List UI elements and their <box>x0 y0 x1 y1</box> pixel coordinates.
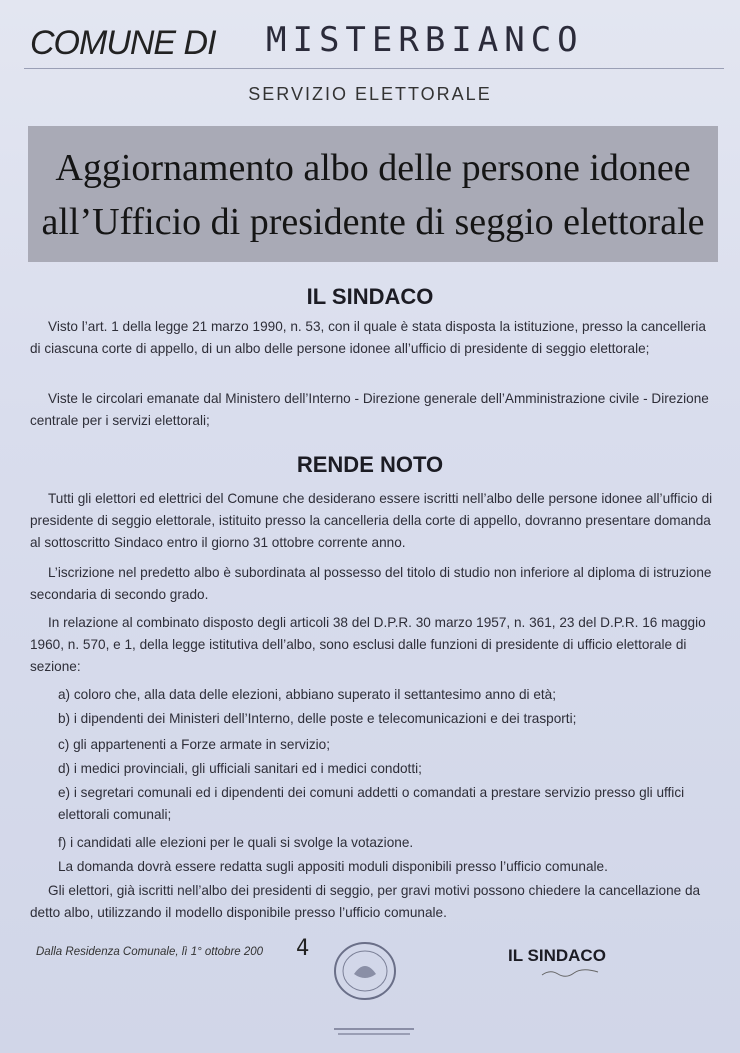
comune-header <box>24 14 724 66</box>
body-paragraph-3: In relazione al combinato disposto degli articoli 38 del D.P.R. 30 marzo 1957, n. 361, 23 del D.P.R. 16 maggio 1960, n. 570, e 1, della legge istitutiva dell’albo, sono esclusi dalle funzioni di presidente di ufficio elettorale di sezione: <box>30 615 706 674</box>
printer-imprint <box>330 1025 420 1039</box>
signature-scribble <box>540 968 600 978</box>
exclusion-item: f) i candidati alle elezioni per le quali si svolge la votazione. <box>58 835 414 850</box>
exclusion-item: d) i medici provinciali, gli ufficiali sanitari ed i medici condotti; <box>58 761 422 776</box>
exclusion-item: e) i segretari comunali ed i dipendenti dei comuni addetti o comandati a prestare servizio presso gli uffici elettorali comunali; <box>58 785 685 822</box>
sindaco-heading: IL SINDACO <box>306 284 434 309</box>
exclusion-item: c) gli appartenenti a Forze armate in servizio; <box>58 737 330 752</box>
residence-date: Dalla Residenza Comunale, lì 1° ottobre 200 <box>36 946 264 958</box>
closing-paragraph-2: Gli elettori, già iscritti nell’albo dei presidenti di seggio, per gravi motivi possono chiedere la cancellazione da detto albo, utilizzando il modello disponibile presso l’ufficio comunale. <box>30 883 701 920</box>
comune-label: COMUNE DI <box>30 24 216 62</box>
body-paragraph-1: Tutti gli elettori ed elettrici del Comune che desiderano essere iscritti nell’albo delle persone idonee all’ufficio di presidente di seggio elettorale, istituito presso la cancelleria della corte di appello, dovranno presentare domanda al sottoscritto Sindaco entro il giorno 31 ottobre corrente anno. <box>30 491 713 550</box>
rende-noto-heading: RENDE NOTO <box>296 452 444 477</box>
header-rule <box>24 68 724 69</box>
title-line-1: Aggiornamento albo delle persone idonee <box>55 147 691 189</box>
preamble-paragraph-2: Viste le circolari emanate dal Ministero dell’Interno - Direzione generale dell’Amministrazione civile - Direzione centrale per i servizi elettorali; <box>30 391 709 428</box>
exclusion-item: b) i dipendenti dei Ministeri dell’Interno, delle poste e telecomunicazioni e dei trasporti; <box>58 711 577 726</box>
preamble-paragraph-1: Visto l’art. 1 della legge 21 marzo 1990, n. 53, con il quale è stata disposta la istituzione, presso la cancelleria di ciascuna corte di appello, di un albo delle persone idonee all’ufficio di presidente di seggio elettorale; <box>30 319 706 356</box>
exclusion-item: a) coloro che, alla data delle elezioni, abbiano superato il settantesimo anno di età; <box>58 687 557 702</box>
service-subtitle: SERVIZIO ELETTORALE <box>248 84 492 104</box>
body-paragraph-2: L’iscrizione nel predetto albo è subordinata al possesso del titolo di studio non inferiore al diploma di istruzione secondaria di secondo grado. <box>30 565 712 602</box>
municipal-seal-stamp <box>330 940 400 1002</box>
comune-name-handwritten: MISTERBIANCO <box>266 20 584 60</box>
handwritten-year-digit: 4 <box>296 936 310 961</box>
closing-paragraph-1: La domanda dovrà essere redatta sugli appositi moduli disponibili presso l’ufficio comunale. <box>58 859 608 874</box>
title-line-2: all’Ufficio di presidente di seggio elettorale <box>41 201 705 243</box>
signatory-label: IL SINDACO <box>508 946 606 965</box>
title-banner <box>28 126 718 262</box>
